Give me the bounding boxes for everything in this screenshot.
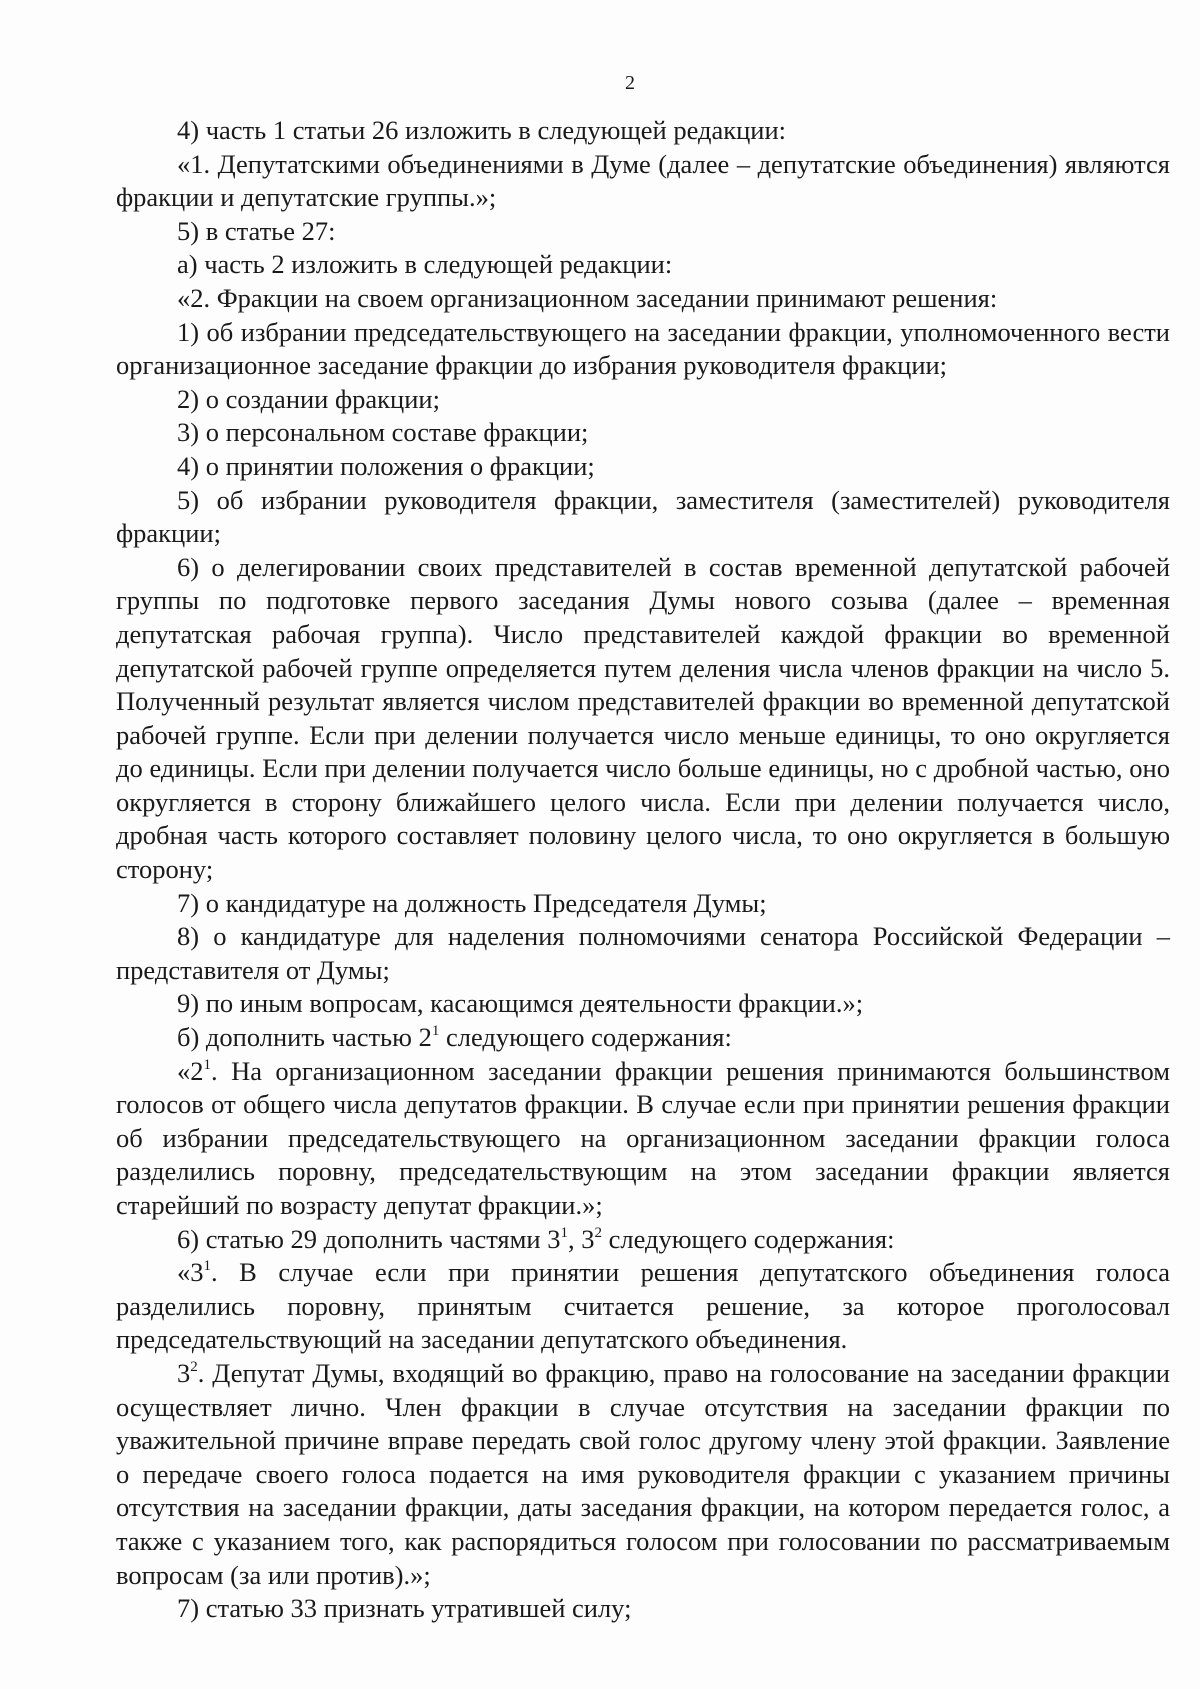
paragraph-text: , 3 (567, 1223, 595, 1254)
paragraph: 4) о принятии положения о фракции; (177, 450, 595, 481)
paragraph-text: б) дополнить частью 2 (177, 1022, 432, 1053)
superscript: 1 (203, 1056, 211, 1073)
paragraph (116, 1256, 1170, 1357)
paragraph-text: . На организационном заседании фракции решения принимаются большинством голосов от общего числа депутатов фракции. В случае если при принятии решения фракции об избрании председательствующего на организационном заседании фракции голоса разделились поровну, председательствующим на этом заседании фракции является старейший по возрасту депутат фракции.»; (116, 1055, 1170, 1220)
paragraph-text: следующего содержания: (439, 1022, 732, 1053)
superscript: 1 (203, 1258, 211, 1275)
document-body (116, 114, 1170, 1626)
paragraph: «2. Фракции на своем организационном заседании принимают решения: (177, 282, 998, 313)
paragraph (116, 1223, 1170, 1257)
paragraph: 7) статью 33 признать утратившей силу; (177, 1593, 632, 1624)
paragraph (116, 1021, 1170, 1055)
paragraph: 8) о кандидатуре для наделения полномочиями сенатора Российской Федерации – представителя от Думы; (116, 921, 1170, 985)
superscript: 1 (560, 1224, 568, 1241)
paragraph: 3) о персональном составе фракции; (177, 417, 589, 448)
paragraph-text: «3 (177, 1257, 204, 1288)
paragraph: 9) по иным вопросам, касающимся деятельности фракции.»; (177, 988, 864, 1019)
paragraph: а) часть 2 изложить в следующей редакции: (177, 249, 673, 280)
paragraph-text: 3 (177, 1357, 191, 1388)
paragraph: 7) о кандидатуре на должность Председателя Думы; (177, 887, 767, 918)
paragraph-text: . Депутат Думы, входящий во фракцию, право на голосование на заседании фракции осуществляет лично. Член фракции в случае отсутствия на заседании фракции по уважительной причине вправе передать свой голос другому члену этой фракции. Заявление о передаче своего голоса подается на имя руководителя фракции с указанием причины отсутствия на заседании фракции, даты заседания фракции, на котором передается голос, а также с указанием того, как распорядиться голосом при голосовании по рассматриваемым вопросам (за или против).»; (116, 1357, 1170, 1590)
paragraph-text: «2 (177, 1055, 204, 1086)
superscript: 2 (594, 1224, 602, 1241)
superscript: 1 (431, 1023, 440, 1040)
superscript: 2 (190, 1358, 198, 1375)
paragraph (116, 1357, 1170, 1592)
paragraph: 1) об избрании председательствующего на заседании фракции, уполномоченного вести организационное заседание фракции до избрания руководителя фракции; (116, 316, 1170, 381)
paragraph: 2) о создании фракции; (177, 383, 440, 414)
paragraph-text: следующего содержания: (601, 1223, 895, 1254)
paragraph: 6) о делегировании своих представителей в состав временной депутатской рабочей группы по подготовке первого заседания Думы нового созыва (далее – временная депутатская рабочая группа). Число представителей каждой фракции во временной депутатской рабочей группе определяется путем деления числа членов фракции на число 5. Полученный результат является числом представителей фракции во временной депутатской рабочей группе. Если при делении получается число меньше единицы, то оно округляется до единицы. Если при делении получается число больше единицы, но с дробной частью, оно округляется в сторону ближайшего целого числа. Если при делении получается число, дробная часть которого составляет половину целого числа, то оно округляется в большую сторону; (116, 551, 1170, 885)
paragraph: «1. Депутатскими объединениями в Думе (далее – депутатские объединения) являются фракции и депутатские группы.»; (116, 148, 1170, 213)
paragraph-text: 6) статью 29 дополнить частями 3 (177, 1223, 561, 1254)
paragraph (116, 1055, 1170, 1223)
paragraph: 5) в статье 27: (177, 215, 336, 246)
page-number: 2 (625, 72, 635, 94)
paragraph: 5) об избрании руководителя фракции, заместителя (заместителей) руководителя фракции; (116, 484, 1170, 549)
paragraph-text: . В случае если при принятии решения депутатского объединения голоса разделились поровну, принятым считается решение, за которое проголосовал председательствующий на заседании депутатского объединения. (116, 1257, 1170, 1355)
paragraph: 4) часть 1 статьи 26 изложить в следующей редакции: (177, 115, 787, 145)
